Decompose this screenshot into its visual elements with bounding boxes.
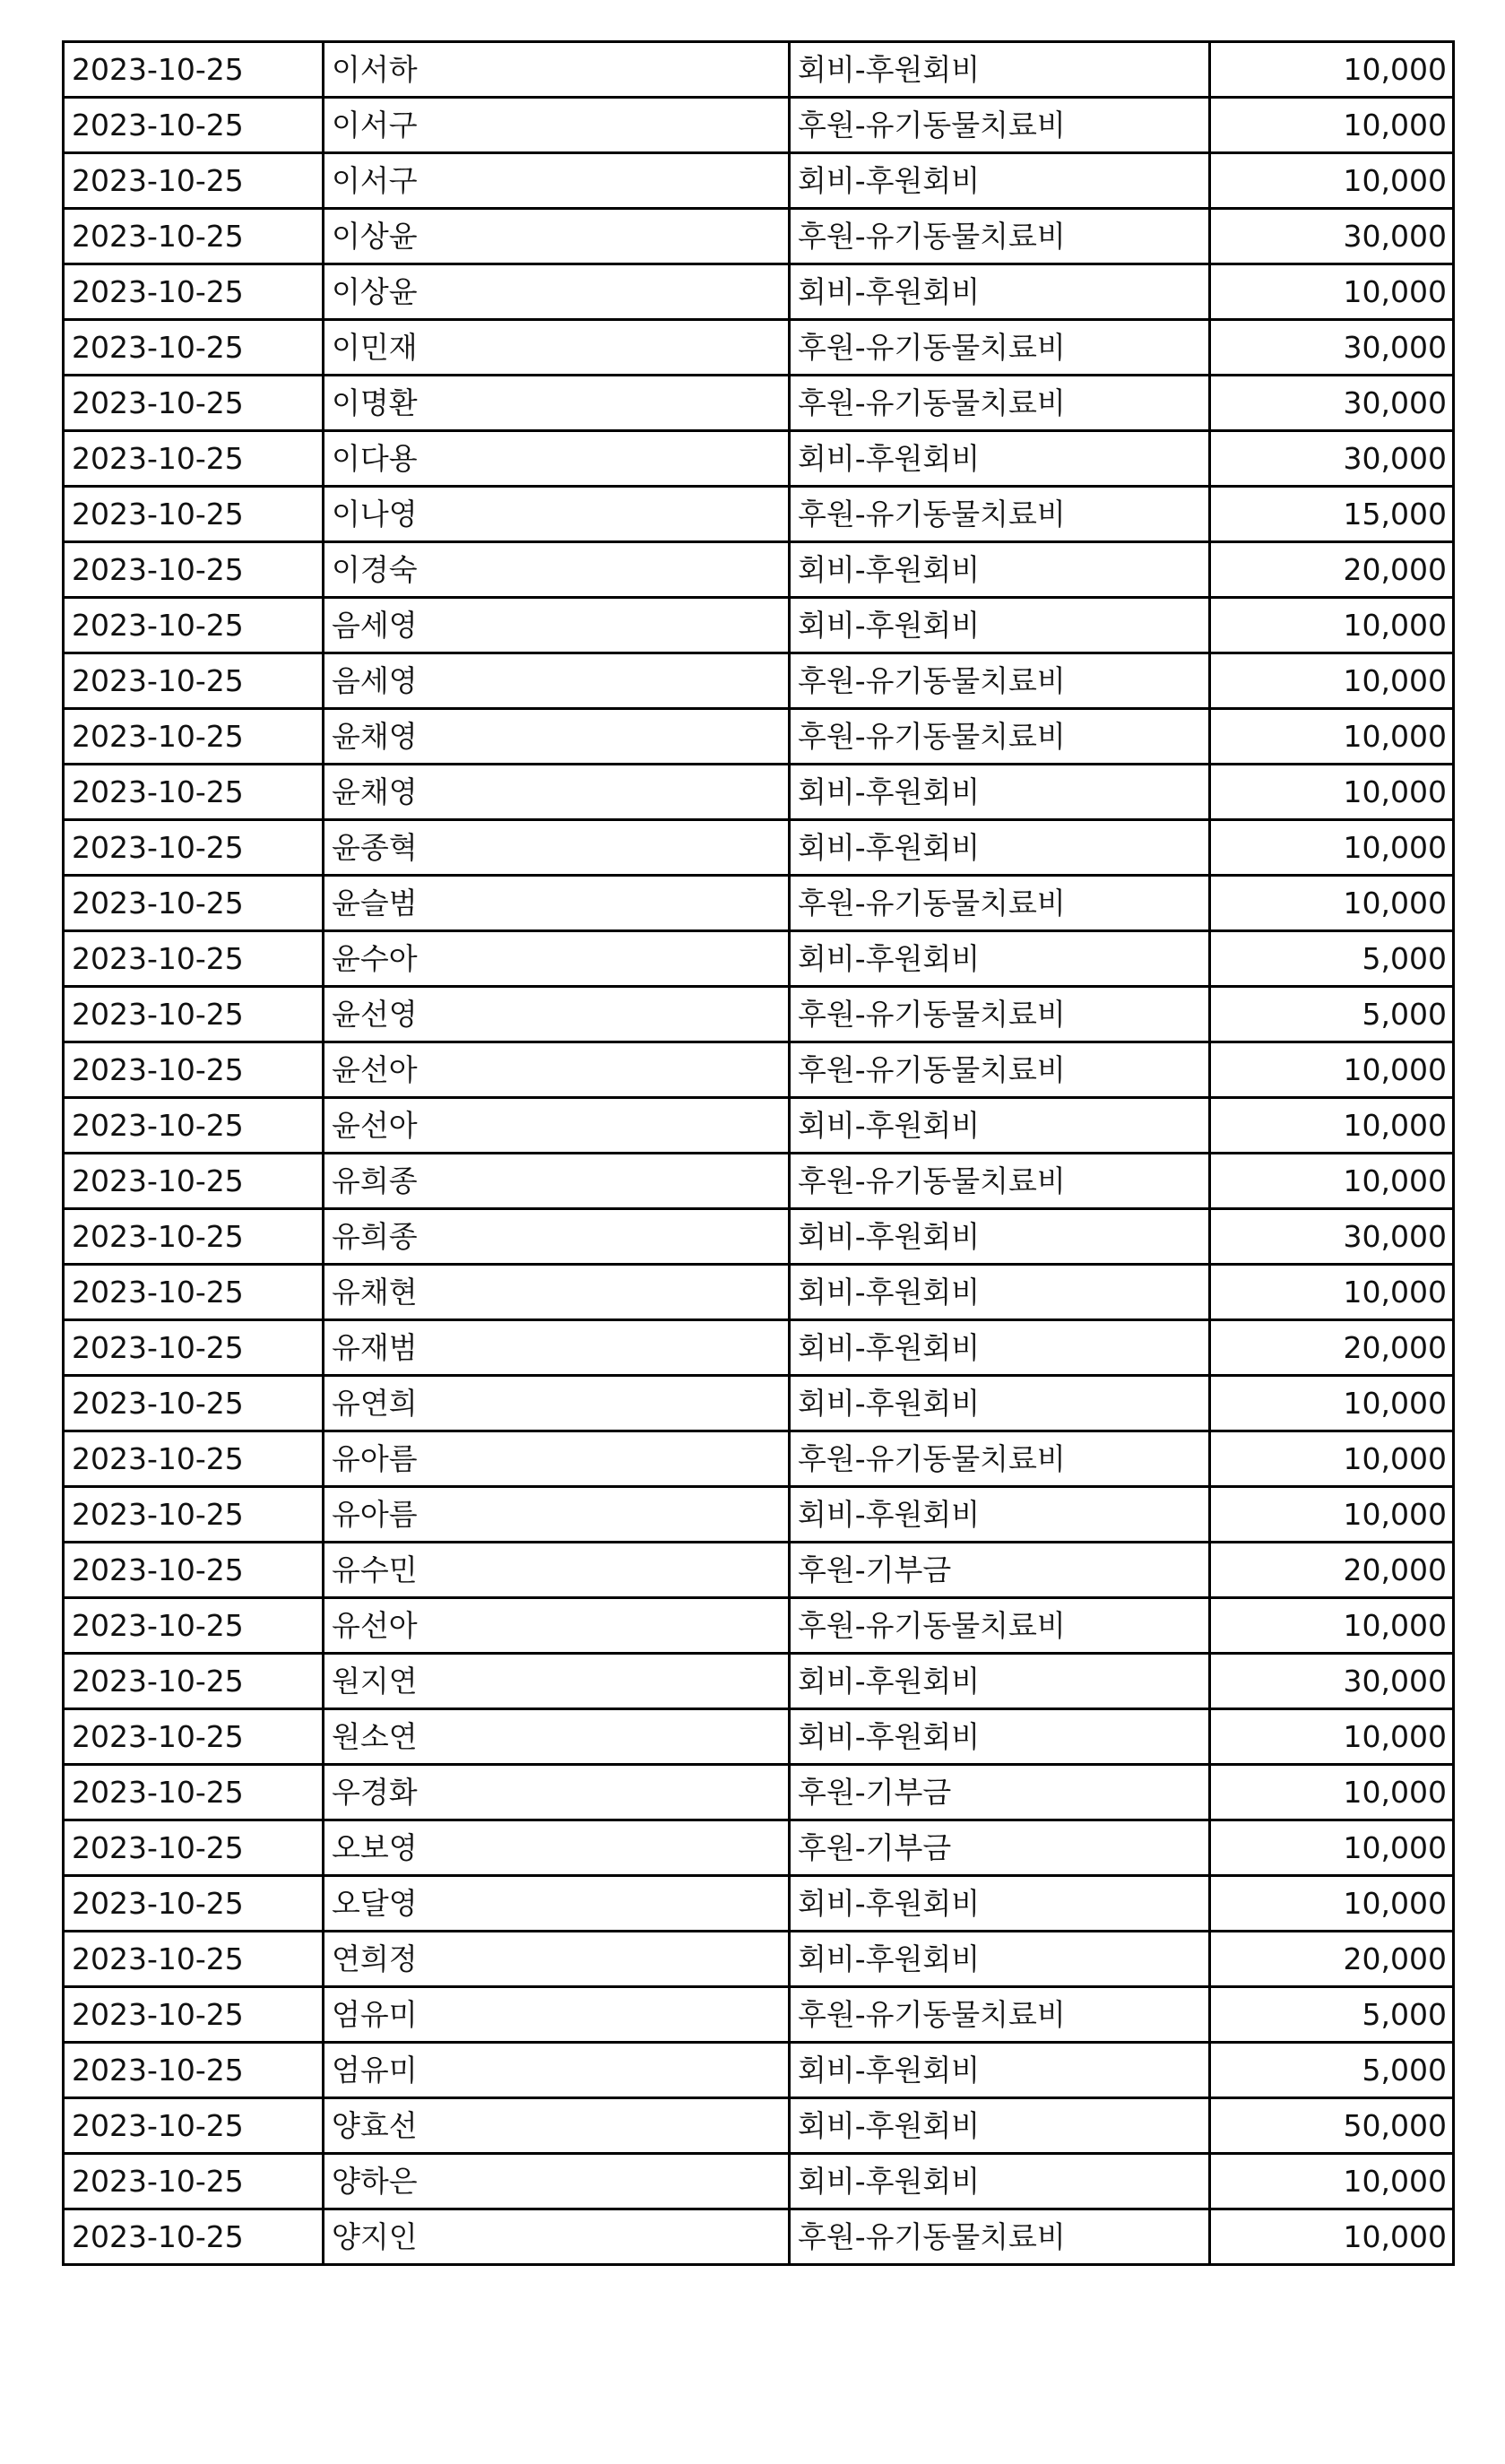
date-cell: 2023-10-25 [64,2043,324,2098]
date-cell: 2023-10-25 [64,653,324,709]
amount-cell: 10,000 [1210,1154,1454,1209]
table-row [64,209,1454,264]
date-cell: 2023-10-25 [64,320,324,376]
table-row [64,376,1454,431]
amount-cell: 10,000 [1210,876,1454,931]
category-cell: 회비-후원회비 [790,153,1210,209]
donor-name-cell: 원지연 [324,1654,790,1709]
donor-name-cell: 유채현 [324,1265,790,1320]
date-cell: 2023-10-25 [64,1209,324,1265]
table-row [64,1209,1454,1265]
table-row [64,264,1454,320]
table-row [64,1376,1454,1431]
category-cell: 회비-후원회비 [790,1376,1210,1431]
amount-cell: 20,000 [1210,1932,1454,1987]
donor-name-cell: 유희종 [324,1154,790,1209]
date-cell: 2023-10-25 [64,1654,324,1709]
amount-cell: 50,000 [1210,2098,1454,2154]
category-cell: 후원-유기동물치료비 [790,209,1210,264]
amount-cell: 10,000 [1210,2209,1454,2265]
table-row [64,653,1454,709]
amount-cell: 10,000 [1210,1820,1454,1876]
category-cell: 후원-유기동물치료비 [790,709,1210,765]
table-row [64,1265,1454,1320]
date-cell: 2023-10-25 [64,1765,324,1820]
category-cell: 후원-유기동물치료비 [790,376,1210,431]
category-cell: 회비-후원회비 [790,1265,1210,1320]
category-cell: 회비-후원회비 [790,820,1210,876]
category-cell: 후원-유기동물치료비 [790,653,1210,709]
date-cell: 2023-10-25 [64,42,324,98]
date-cell: 2023-10-25 [64,1431,324,1487]
category-cell: 회비-후원회비 [790,431,1210,487]
date-cell: 2023-10-25 [64,931,324,987]
donation-ledger-table [62,40,1455,2266]
amount-cell: 5,000 [1210,1987,1454,2043]
date-cell: 2023-10-25 [64,431,324,487]
donor-name-cell: 이나영 [324,487,790,542]
donor-name-cell: 유아름 [324,1487,790,1543]
donor-name-cell: 양효선 [324,2098,790,2154]
category-cell: 후원-유기동물치료비 [790,487,1210,542]
amount-cell: 10,000 [1210,98,1454,153]
table-row [64,1820,1454,1876]
table-row [64,1320,1454,1376]
table-row [64,2154,1454,2209]
category-cell: 후원-유기동물치료비 [790,98,1210,153]
donor-name-cell: 윤선영 [324,987,790,1042]
table-row [64,98,1454,153]
date-cell: 2023-10-25 [64,2154,324,2209]
date-cell: 2023-10-25 [64,1932,324,1987]
date-cell: 2023-10-25 [64,98,324,153]
category-cell: 회비-후원회비 [790,1932,1210,1987]
date-cell: 2023-10-25 [64,1320,324,1376]
date-cell: 2023-10-25 [64,2209,324,2265]
date-cell: 2023-10-25 [64,820,324,876]
date-cell: 2023-10-25 [64,1598,324,1654]
category-cell: 후원-유기동물치료비 [790,1431,1210,1487]
category-cell: 후원-유기동물치료비 [790,2209,1210,2265]
donor-name-cell: 이상윤 [324,209,790,264]
date-cell: 2023-10-25 [64,1098,324,1154]
category-cell: 회비-후원회비 [790,931,1210,987]
amount-cell: 10,000 [1210,1376,1454,1431]
date-cell: 2023-10-25 [64,1709,324,1765]
amount-cell: 10,000 [1210,1765,1454,1820]
table-row [64,1876,1454,1932]
category-cell: 회비-후원회비 [790,2043,1210,2098]
donor-name-cell: 윤수아 [324,931,790,987]
donor-name-cell: 유수민 [324,1543,790,1598]
date-cell: 2023-10-25 [64,876,324,931]
donor-name-cell: 음세영 [324,653,790,709]
table-row [64,320,1454,376]
donor-name-cell: 이서하 [324,42,790,98]
donor-name-cell: 윤슬범 [324,876,790,931]
date-cell: 2023-10-25 [64,1543,324,1598]
category-cell: 후원-기부금 [790,1543,1210,1598]
amount-cell: 10,000 [1210,264,1454,320]
date-cell: 2023-10-25 [64,209,324,264]
table-row [64,1654,1454,1709]
date-cell: 2023-10-25 [64,1820,324,1876]
donor-name-cell: 유희종 [324,1209,790,1265]
amount-cell: 10,000 [1210,1431,1454,1487]
table-row [64,1487,1454,1543]
donor-name-cell: 연희정 [324,1932,790,1987]
date-cell: 2023-10-25 [64,1987,324,2043]
amount-cell: 10,000 [1210,1487,1454,1543]
date-cell: 2023-10-25 [64,376,324,431]
category-cell: 회비-후원회비 [790,42,1210,98]
donor-name-cell: 우경화 [324,1765,790,1820]
category-cell: 회비-후원회비 [790,2154,1210,2209]
donor-name-cell: 이서구 [324,153,790,209]
amount-cell: 10,000 [1210,1098,1454,1154]
date-cell: 2023-10-25 [64,1376,324,1431]
table-row [64,2209,1454,2265]
donor-name-cell: 엄유미 [324,2043,790,2098]
amount-cell: 5,000 [1210,2043,1454,2098]
category-cell: 회비-후원회비 [790,1098,1210,1154]
table-row [64,1431,1454,1487]
date-cell: 2023-10-25 [64,264,324,320]
date-cell: 2023-10-25 [64,598,324,653]
amount-cell: 15,000 [1210,487,1454,542]
table-row [64,876,1454,931]
table-row [64,1154,1454,1209]
amount-cell: 30,000 [1210,1654,1454,1709]
table-row [64,42,1454,98]
donor-name-cell: 이경숙 [324,542,790,598]
amount-cell: 20,000 [1210,542,1454,598]
donor-name-cell: 엄유미 [324,1987,790,2043]
amount-cell: 10,000 [1210,653,1454,709]
donor-name-cell: 윤선아 [324,1098,790,1154]
amount-cell: 30,000 [1210,376,1454,431]
amount-cell: 10,000 [1210,1042,1454,1098]
amount-cell: 10,000 [1210,709,1454,765]
amount-cell: 5,000 [1210,931,1454,987]
table-row [64,1098,1454,1154]
table-row [64,1987,1454,2043]
donor-name-cell: 윤선아 [324,1042,790,1098]
amount-cell: 10,000 [1210,598,1454,653]
category-cell: 회비-후원회비 [790,542,1210,598]
amount-cell: 20,000 [1210,1543,1454,1598]
date-cell: 2023-10-25 [64,1042,324,1098]
category-cell: 회비-후원회비 [790,2098,1210,2154]
amount-cell: 10,000 [1210,1598,1454,1654]
category-cell: 회비-후원회비 [790,598,1210,653]
donor-name-cell: 윤채영 [324,709,790,765]
date-cell: 2023-10-25 [64,987,324,1042]
category-cell: 후원-기부금 [790,1820,1210,1876]
table-row [64,598,1454,653]
category-cell: 회비-후원회비 [790,1876,1210,1932]
category-cell: 회비-후원회비 [790,1487,1210,1543]
table-row [64,1765,1454,1820]
amount-cell: 30,000 [1210,1209,1454,1265]
amount-cell: 30,000 [1210,209,1454,264]
category-cell: 후원-유기동물치료비 [790,1598,1210,1654]
date-cell: 2023-10-25 [64,542,324,598]
amount-cell: 10,000 [1210,1876,1454,1932]
category-cell: 회비-후원회비 [790,1654,1210,1709]
donor-name-cell: 양지인 [324,2209,790,2265]
category-cell: 회비-후원회비 [790,1709,1210,1765]
donor-name-cell: 윤채영 [324,765,790,820]
category-cell: 회비-후원회비 [790,1209,1210,1265]
donor-name-cell: 오달영 [324,1876,790,1932]
category-cell: 후원-기부금 [790,1765,1210,1820]
donor-name-cell: 원소연 [324,1709,790,1765]
donor-name-cell: 유재범 [324,1320,790,1376]
category-cell: 회비-후원회비 [790,1320,1210,1376]
table-row [64,1932,1454,1987]
date-cell: 2023-10-25 [64,2098,324,2154]
date-cell: 2023-10-25 [64,1487,324,1543]
category-cell: 후원-유기동물치료비 [790,987,1210,1042]
table-row [64,931,1454,987]
category-cell: 회비-후원회비 [790,765,1210,820]
table-row [64,2043,1454,2098]
amount-cell: 30,000 [1210,431,1454,487]
category-cell: 후원-유기동물치료비 [790,1154,1210,1209]
donor-name-cell: 윤종혁 [324,820,790,876]
table-row [64,431,1454,487]
category-cell: 후원-유기동물치료비 [790,1042,1210,1098]
date-cell: 2023-10-25 [64,1876,324,1932]
date-cell: 2023-10-25 [64,487,324,542]
category-cell: 후원-유기동물치료비 [790,320,1210,376]
donor-name-cell: 음세영 [324,598,790,653]
table-row [64,2098,1454,2154]
table-row [64,1709,1454,1765]
table-row [64,1042,1454,1098]
table-row [64,542,1454,598]
donor-name-cell: 양하은 [324,2154,790,2209]
amount-cell: 10,000 [1210,1265,1454,1320]
donor-name-cell: 이명환 [324,376,790,431]
table-row [64,153,1454,209]
donor-name-cell: 이상윤 [324,264,790,320]
table-row [64,765,1454,820]
donor-name-cell: 이서구 [324,98,790,153]
table-row [64,987,1454,1042]
category-cell: 회비-후원회비 [790,264,1210,320]
amount-cell: 10,000 [1210,42,1454,98]
amount-cell: 5,000 [1210,987,1454,1042]
amount-cell: 10,000 [1210,1709,1454,1765]
category-cell: 후원-유기동물치료비 [790,876,1210,931]
amount-cell: 10,000 [1210,820,1454,876]
ledger-body [64,42,1454,2265]
amount-cell: 30,000 [1210,320,1454,376]
donor-name-cell: 유선아 [324,1598,790,1654]
donor-name-cell: 오보영 [324,1820,790,1876]
date-cell: 2023-10-25 [64,765,324,820]
amount-cell: 20,000 [1210,1320,1454,1376]
table-row [64,709,1454,765]
donor-name-cell: 유연희 [324,1376,790,1431]
amount-cell: 10,000 [1210,153,1454,209]
amount-cell: 10,000 [1210,765,1454,820]
date-cell: 2023-10-25 [64,1154,324,1209]
donor-name-cell: 이민재 [324,320,790,376]
table-row [64,1598,1454,1654]
table-row [64,1543,1454,1598]
date-cell: 2023-10-25 [64,153,324,209]
table-row [64,820,1454,876]
date-cell: 2023-10-25 [64,1265,324,1320]
donor-name-cell: 유아름 [324,1431,790,1487]
date-cell: 2023-10-25 [64,709,324,765]
category-cell: 후원-유기동물치료비 [790,1987,1210,2043]
amount-cell: 10,000 [1210,2154,1454,2209]
donor-name-cell: 이다용 [324,431,790,487]
table-row [64,487,1454,542]
